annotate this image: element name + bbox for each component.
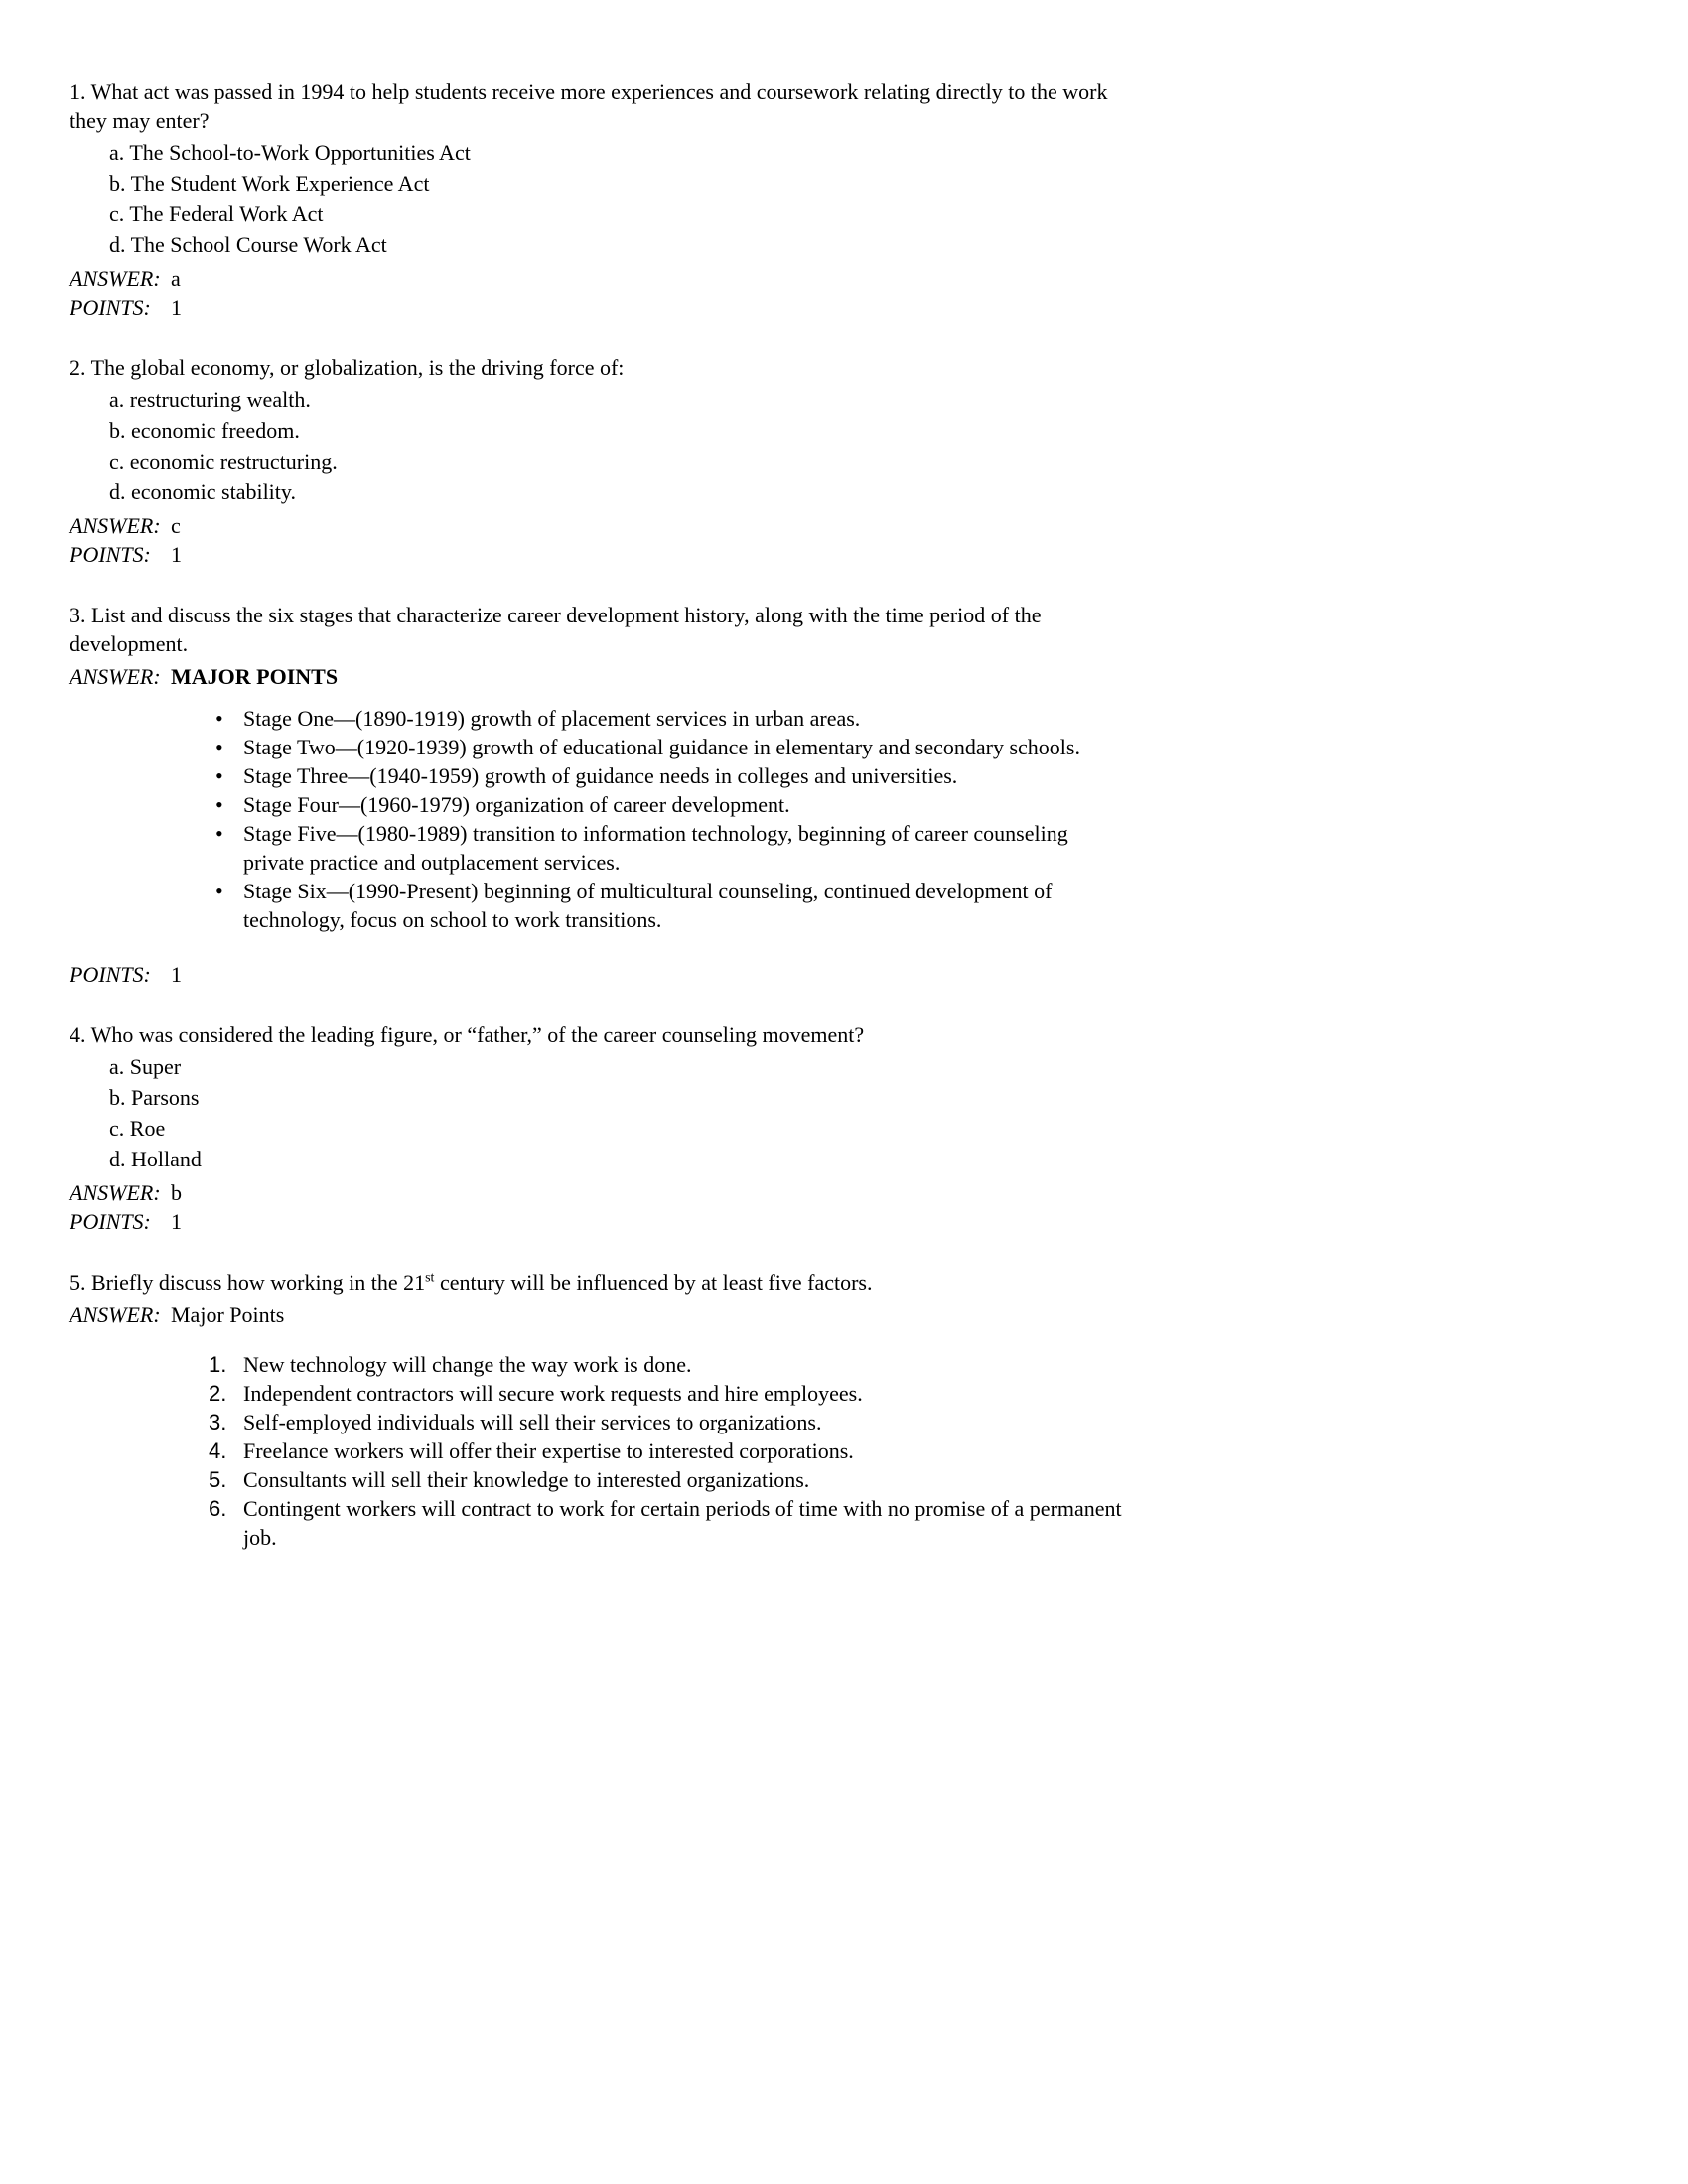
answer-label: ANSWER: [70,266,161,291]
answer-value: a [171,266,181,291]
ordinal-superscript: st [425,1270,435,1286]
question-5-text-start: 5. Briefly discuss how working in the 21 [70,1270,426,1295]
numbered-item-4 [70,1436,1127,1465]
item-text: Self-employed individuals will sell their services to organizations. [243,1410,822,1434]
question-4 [70,1021,1127,1236]
points-value: 1 [171,962,182,987]
answer-line [70,1300,1127,1329]
answer-line [70,662,1127,691]
bullet-item-stage-three: • Stage Three—(1940-1959) growth of guidance needs in colleges and universities. [70,761,1127,790]
answer-line [70,1178,1127,1207]
points-line [70,960,1127,989]
question-2 [70,353,1127,569]
document-content [70,77,1127,1552]
option-c: c. The Federal Work Act [109,202,324,226]
bullet-item-stage-four: • Stage Four—(1960-1979) organization of career development. [70,790,1127,819]
question-1 [70,77,1127,322]
major-points-bullet-list [70,704,1127,934]
points-label: POINTS: [70,542,151,567]
points-value: 1 [171,295,182,320]
major-points-numbered-list [70,1350,1127,1552]
question-3 [70,601,1127,989]
option-a: a. The School-to-Work Opportunities Act [109,140,471,165]
points-label: POINTS: [70,1209,151,1234]
question-2-text: 2. The global economy, or globalization, is the driving force of: [70,355,625,380]
answer-label: ANSWER: [70,664,161,689]
option-d: d. Holland [109,1147,202,1171]
answer-label: ANSWER: [70,1180,161,1205]
item-text: Consultants will sell their knowledge to interested organizations. [243,1467,810,1492]
question-4-options [70,1051,1127,1174]
answer-label: ANSWER: [70,513,161,538]
numbered-item-1 [70,1350,1127,1379]
bullet-item-stage-five: • Stage Five—(1980-1989) transition to information technology, beginning of career counseling private practice and outplacement services. [70,819,1127,877]
question-4-text: 4. Who was considered the leading figure, or “father,” of the career counseling movement? [70,1023,865,1047]
option-b: b. The Student Work Experience Act [109,171,430,196]
item-number: 5. [209,1467,227,1492]
answer-line [70,264,1127,293]
answer-value: c [171,513,181,538]
numbered-item-2 [70,1379,1127,1408]
bullet-item-stage-six: • Stage Six—(1990-Present) beginning of multicultural counseling, continued development of technology, focus on school to work transitions. [70,877,1127,934]
option-c: c. economic restructuring. [109,449,338,474]
item-text: Contingent workers will contract to work for certain periods of time with no promise of a permanent job. [243,1496,1122,1550]
answer-heading: MAJOR POINTS [171,664,339,689]
option-b: b. Parsons [109,1085,200,1110]
item-text: Independent contractors will secure work requests and hire employees. [243,1381,863,1406]
numbered-item-3 [70,1408,1127,1436]
option-d: d. economic stability. [109,479,296,504]
bullet-item-stage-one: • Stage One—(1890-1919) growth of placement services in urban areas. [70,704,1127,733]
item-number: 2. [209,1381,227,1406]
item-text: New technology will change the way work is done. [243,1352,692,1377]
option-d: d. The School Course Work Act [109,232,387,257]
question-5-text [70,1268,1127,1297]
option-c: c. Roe [109,1116,166,1141]
item-number: 6. [209,1496,227,1521]
item-number: 3. [209,1410,227,1434]
points-line [70,293,1127,322]
points-value: 1 [171,1209,182,1234]
question-5 [70,1268,1127,1552]
option-a: a. Super [109,1054,182,1079]
question-1-options [70,137,1127,260]
item-number: 1. [209,1352,227,1377]
item-text: Freelance workers will offer their expertise to interested corporations. [243,1438,854,1463]
points-line [70,1207,1127,1236]
points-label: POINTS: [70,295,151,320]
points-value: 1 [171,542,182,567]
numbered-item-6 [70,1494,1127,1552]
question-1-text: 1. What act was passed in 1994 to help students receive more experiences and coursework relating directly to the work they may enter? [70,79,1108,133]
item-number: 4. [209,1438,227,1463]
points-line [70,540,1127,569]
option-b: b. economic freedom. [109,418,300,443]
answer-value: b [171,1180,182,1205]
answer-line [70,511,1127,540]
answer-heading: Major Points [171,1302,285,1327]
question-2-options [70,384,1127,507]
option-a: a. restructuring wealth. [109,387,311,412]
bullet-item-stage-two: • Stage Two—(1920-1939) growth of educational guidance in elementary and secondary schools. [70,733,1127,761]
question-5-text-end: century will be influenced by at least five factors. [434,1270,873,1295]
question-3-text: 3. List and discuss the six stages that characterize career development history, along with the time period of the development. [70,603,1042,656]
answer-label: ANSWER: [70,1302,161,1327]
numbered-item-5 [70,1465,1127,1494]
points-label: POINTS: [70,962,151,987]
